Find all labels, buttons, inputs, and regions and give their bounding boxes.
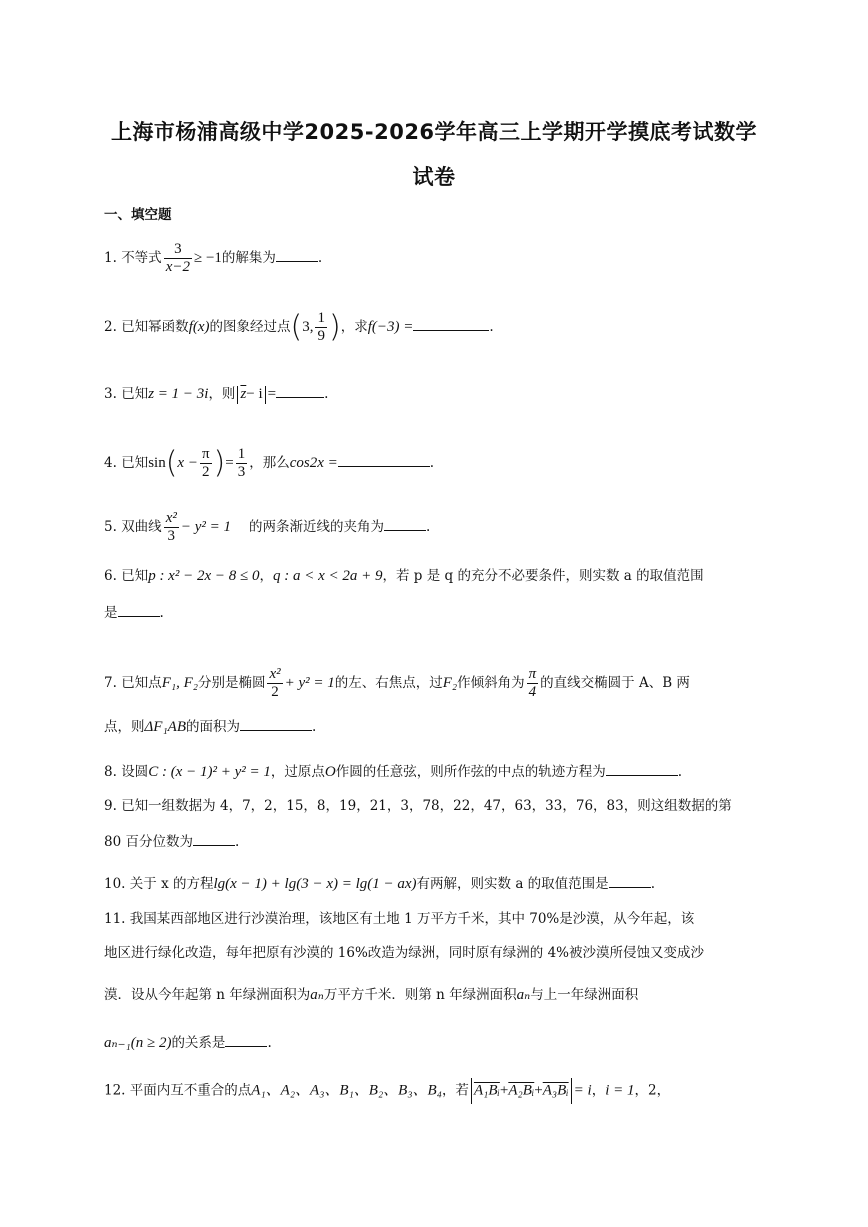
question-2: 2. 已知幂函数f(x)的图象经过点(3, $\frac{1}{9}$ )，求f(−3) = .: [104, 309, 494, 345]
section-heading-fill-in: 一、填空题: [104, 207, 172, 223]
document-title-line-2: 试卷: [412, 165, 456, 189]
question-7: 7. 已知点F₁, F₂分别是椭圆 $\frac{\text{x²}}{2}$ + y² = 1的左、右焦点，过F₂作倾斜角为 $\frac{\pi}{4}$ 的直线交椭圆于 A、B 两: [104, 666, 690, 700]
question-1: 1. 不等式 $\frac{3}{x-2}$ ≥ −1的解集为 .: [104, 241, 323, 275]
fraction: $\frac{3}{x-2}$: [165, 241, 190, 275]
answer-blank[interactable]: [609, 874, 651, 888]
answer-blank[interactable]: [193, 832, 235, 846]
question-11-line-3: 漠．设从今年起第 n 年绿洲面积为aₙ万平方千米．则第 n 年绿洲面积aₙ与上一年绿洲面积: [104, 987, 639, 1003]
question-6: 6. 已知p : x² − 2x − 8 ≤ 0，q : a < x < 2a + 9，若 p 是 q 的充分不必要条件，则实数 a 的取值范围: [104, 568, 704, 584]
question-9: 9. 已知一组数据为 4，7，2，15，8，19，21，3，78，22，47，63，33，76，83，则这组数据的第: [104, 798, 732, 814]
question-3: 3. 已知z = 1 − 3i，则 $\overline{z}- i$ = .: [104, 386, 329, 402]
question-8: 8. 设圆C : (x − 1)² + y² = 1，过原点O作圆的任意弦，则所作弦的中点的轨迹方程为 .: [104, 764, 682, 780]
question-11-line-4: aₙ₋₁(n ≥ 2)的关系是 .: [104, 1035, 272, 1051]
answer-blank[interactable]: [338, 453, 430, 467]
answer-blank[interactable]: [384, 517, 426, 531]
question-11-line-2: 地区进行绿化改造，每年把原有沙漠的 16%改造为绿洲，同时原有绿洲的 4%被沙漠所侵蚀又变成沙: [104, 945, 705, 961]
answer-blank[interactable]: [606, 762, 678, 776]
answer-blank[interactable]: [276, 384, 324, 398]
question-10: 10. 关于 x 的方程lg(x − 1) + lg(3 − x) = lg(1 − ax)有两解，则实数 a 的取值范围是 .: [104, 876, 655, 892]
question-5: 5. 双曲线 $\frac{\text{x²}}{3}$ − y² = 1 的两条渐近线的夹角为 .: [104, 510, 431, 544]
answer-blank[interactable]: [276, 248, 318, 262]
answer-blank[interactable]: [413, 317, 489, 331]
answer-blank[interactable]: [240, 717, 312, 731]
question-9-continued: 80 百分位数为 .: [104, 834, 240, 850]
answer-blank[interactable]: [225, 1033, 267, 1047]
question-4: 4. 已知sin(x − $\frac{\pi}{2}$ )= $\frac{1}{3}$ ，那么cos2x = .: [104, 445, 435, 481]
question-6-continued: 是 .: [104, 605, 164, 621]
document-title-line-1: 上海市杨浦高级中学2025-2026学年高三上学期开学摸底考试数学: [110, 120, 758, 144]
question-12: 12. 平面内互不重合的点A₁、A₂、A₃、B₁、B₂、B₃、B₄，若 A₁Bᵢ+A₂Bᵢ+A₃Bᵢ = i，i = 1，2，: [104, 1078, 670, 1104]
question-7-continued: 点，则ΔF₁AB的面积为 .: [104, 719, 317, 735]
answer-blank[interactable]: [118, 603, 160, 617]
question-11: 11. 我国某西部地区进行沙漠治理，该地区有土地 1 万平方千米，其中 70%是沙漠，从今年起，该: [104, 911, 695, 927]
